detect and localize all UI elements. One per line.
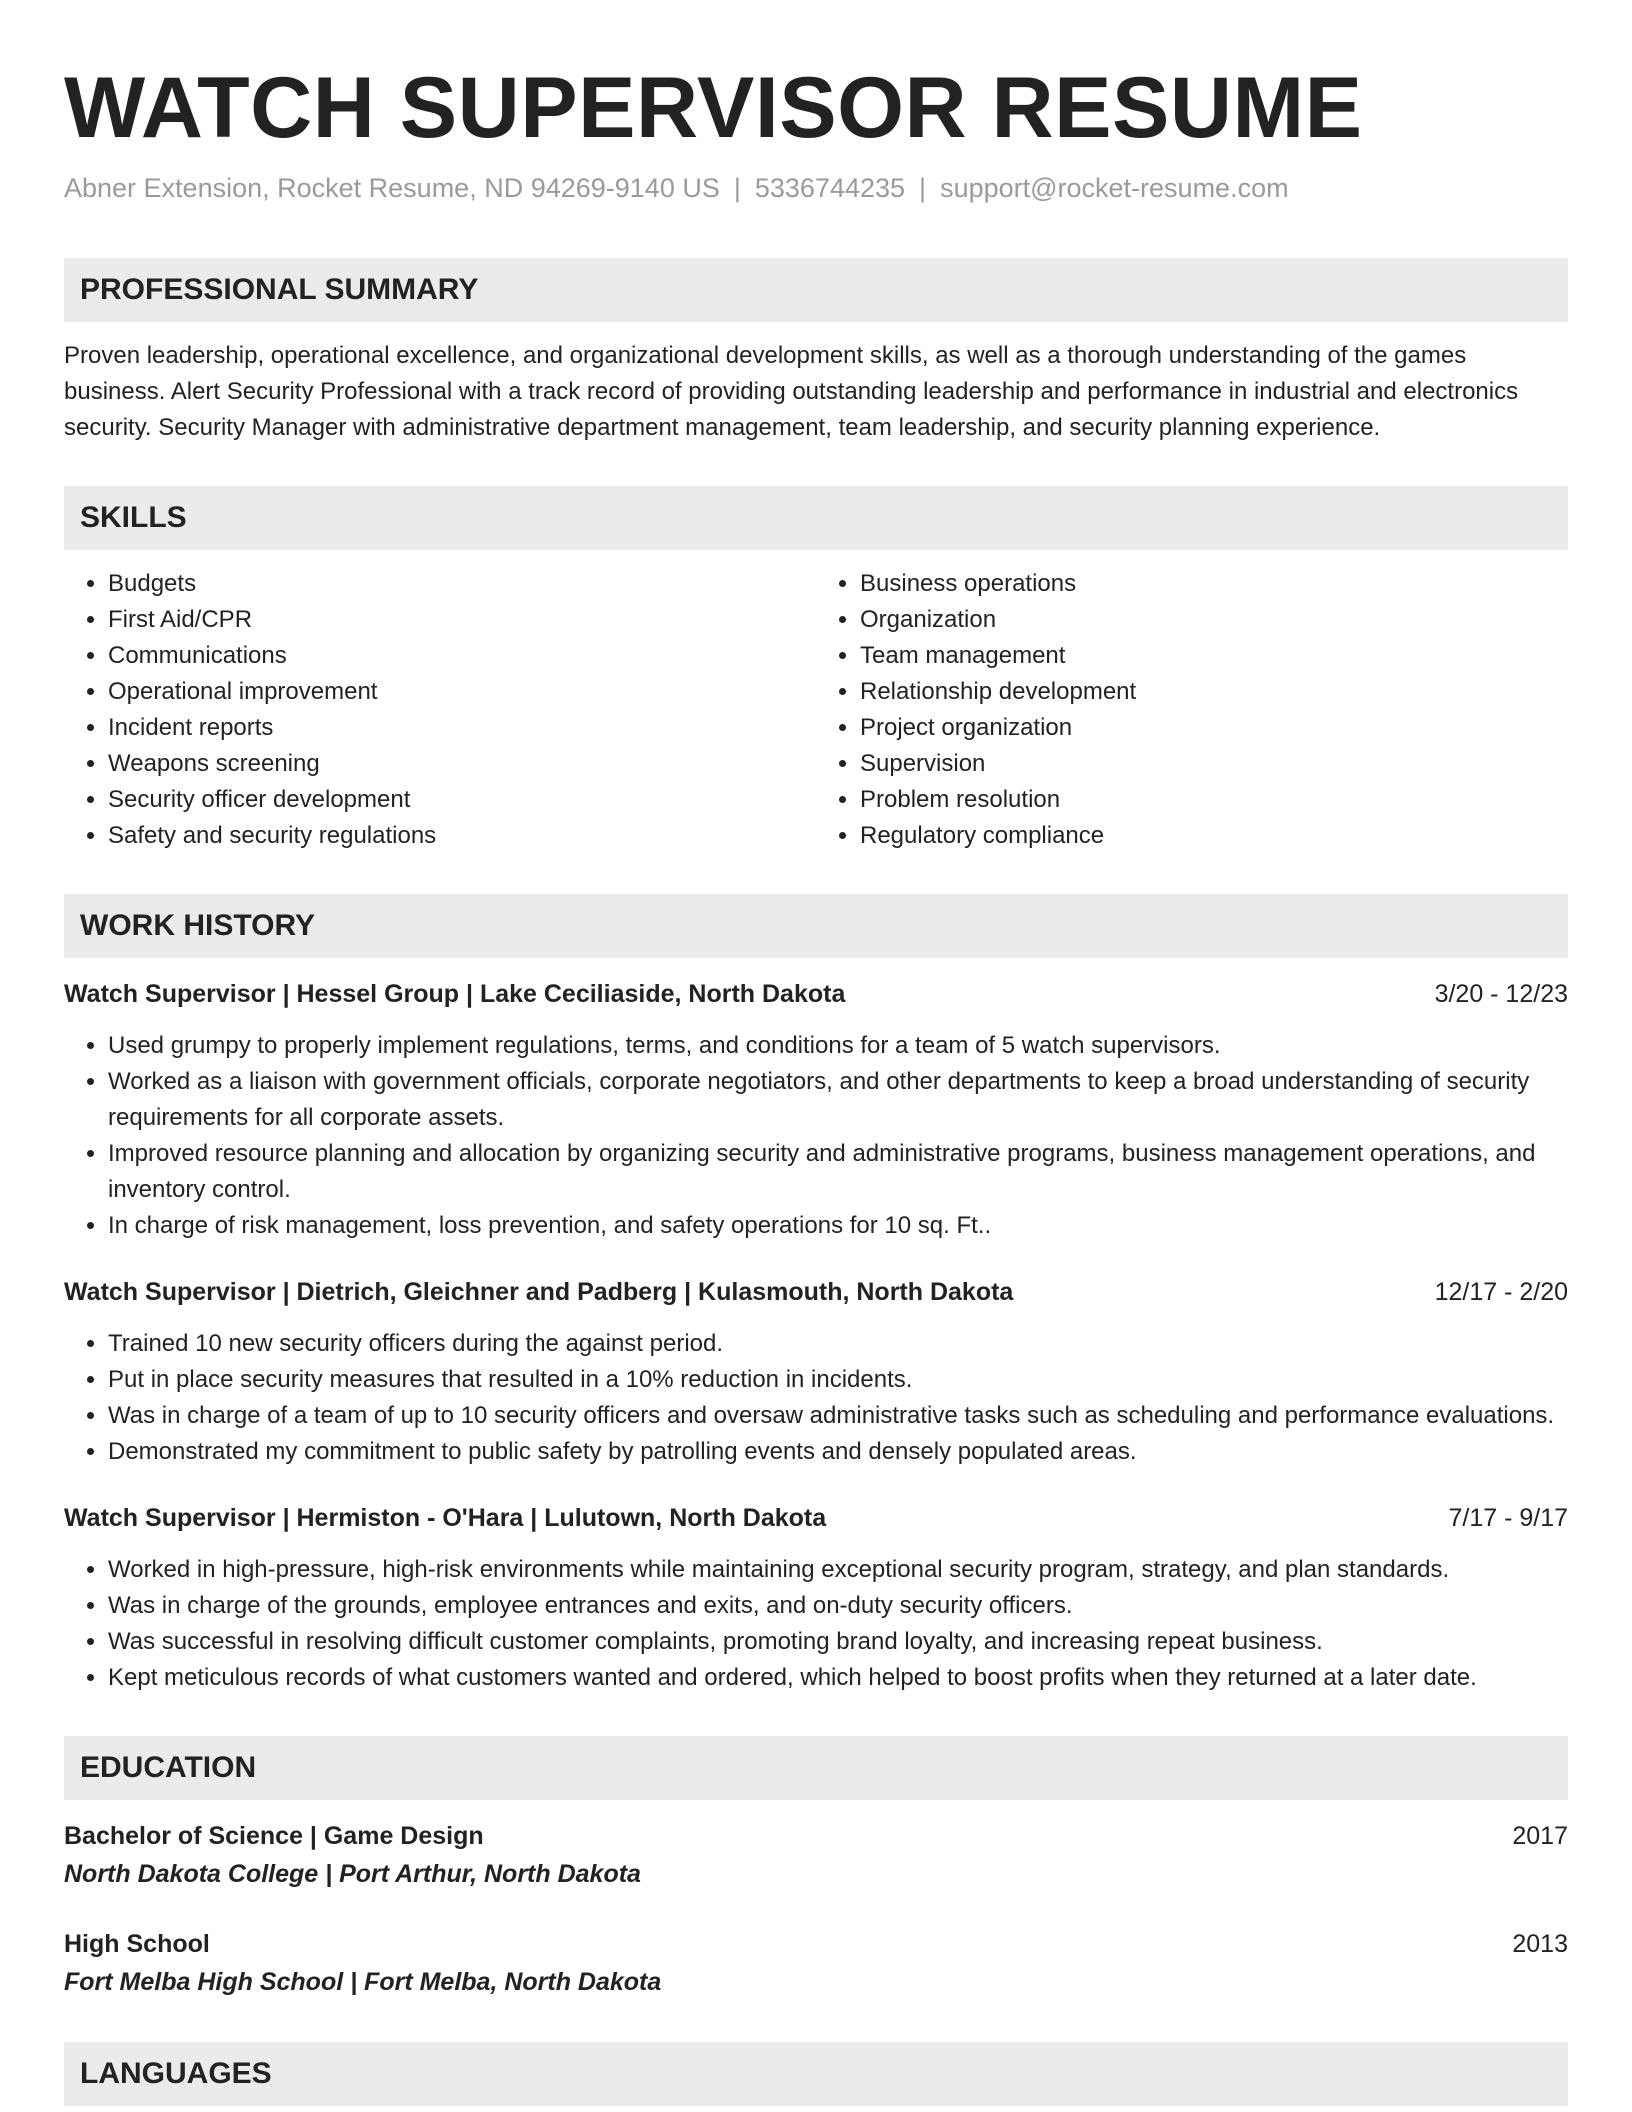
job-bullets	[64, 1028, 1568, 1244]
job-title: Watch Supervisor | Dietrich, Gleichner and Padberg | Kulasmouth, North Dakota	[64, 1278, 1014, 1306]
job-dates: 3/20 - 12/23	[1434, 980, 1568, 1008]
summary-text: Proven leadership, operational excellence, and organizational development skills, as well as a thorough understanding of the games business. Alert Security Professional with a track record of providing outstanding leadership and performance in industrial and electronics security. Security Manager with administrative department management, team leadership, and security planning experience.	[64, 342, 1519, 441]
skill-item: • Project organization	[860, 710, 1568, 746]
job-bullet: • Put in place security measures that resulted in a 10% reduction in incidents.	[108, 1362, 1568, 1398]
job-dates: 12/17 - 2/20	[1434, 1278, 1568, 1306]
job-bullet: • Used grumpy to properly implement regulations, terms, and conditions for a team of 5 watch supervisors.	[108, 1028, 1568, 1064]
education-header	[64, 1926, 1568, 1962]
skill-item: • Weapons screening	[108, 746, 816, 782]
skill-item: • First Aid/CPR	[108, 602, 816, 638]
job-bullet: • Was in charge of a team of up to 10 security officers and oversaw administrative tasks such as scheduling and performance evaluations.	[108, 1398, 1568, 1434]
job-bullet: • Kept meticulous records of what customers wanted and ordered, which helped to boost profits when they returned at a later date.	[108, 1660, 1568, 1696]
job-bullet: • Demonstrated my commitment to public safety by patrolling events and densely populated areas.	[108, 1434, 1568, 1470]
education-degree: High School	[64, 1930, 210, 1958]
education-school: North Dakota College | Port Arthur, North Dakota	[64, 1860, 641, 1888]
education-year: 2017	[1512, 1822, 1568, 1850]
skill-item: • Business operations	[860, 566, 1568, 602]
job-bullet: • Trained 10 new security officers during the against period.	[108, 1326, 1568, 1362]
job-header	[64, 1274, 1568, 1310]
skill-item: • Security officer development	[108, 782, 816, 818]
skill-item: • Regulatory compliance	[860, 818, 1568, 854]
skill-item: • Team management	[860, 638, 1568, 674]
job-bullet: • Worked as a liaison with government officials, corporate negotiators, and other departments to keep a broad understanding of security requirements for all corporate assets.	[108, 1064, 1568, 1136]
skills-heading: SKILLS	[64, 486, 1568, 550]
job-bullet: • Was successful in resolving difficult customer complaints, promoting brand loyalty, and increasing repeat business.	[108, 1624, 1568, 1660]
job-bullet: • Worked in high-pressure, high-risk environments while maintaining exceptional security program, strategy, and plan standards.	[108, 1552, 1568, 1588]
contact-separator: |	[919, 173, 927, 203]
education-entry	[64, 1818, 1568, 1894]
education-heading: EDUCATION	[64, 1736, 1568, 1800]
contact-separator: |	[733, 173, 741, 203]
job-header	[64, 976, 1568, 1012]
skills-column-left	[64, 566, 816, 854]
contact-address: Abner Extension, Rocket Resume, ND 94269-9140 US	[64, 173, 720, 203]
job-bullet: • In charge of risk management, loss prevention, and safety operations for 10 sq. Ft..	[108, 1208, 1568, 1244]
skill-item: • Supervision	[860, 746, 1568, 782]
skill-item: • Safety and security regulations	[108, 818, 816, 854]
job-bullets	[64, 1552, 1568, 1696]
skill-item: • Relationship development	[860, 674, 1568, 710]
summary-heading: PROFESSIONAL SUMMARY	[64, 258, 1568, 322]
contact-phone: 5336744235	[754, 173, 906, 203]
work-history-heading: WORK HISTORY	[64, 894, 1568, 958]
education-entry	[64, 1926, 1568, 2002]
education-school: Fort Melba High School | Fort Melba, North Dakota	[64, 1968, 662, 1996]
education-header	[64, 1818, 1568, 1854]
job-entry	[64, 976, 1568, 1244]
skill-item: • Budgets	[108, 566, 816, 602]
languages-heading: LANGUAGES	[64, 2042, 1568, 2106]
skill-item: • Communications	[108, 638, 816, 674]
skill-item: • Problem resolution	[860, 782, 1568, 818]
job-bullet: • Was in charge of the grounds, employee entrances and exits, and on-duty security officers.	[108, 1588, 1568, 1624]
skill-item: • Operational improvement	[108, 674, 816, 710]
job-bullet: • Improved resource planning and allocation by organizing security and administrative programs, business management operations, and inventory control.	[108, 1136, 1568, 1208]
skill-item: • Incident reports	[108, 710, 816, 746]
education-degree: Bachelor of Science | Game Design	[64, 1822, 484, 1850]
skill-item: • Organization	[860, 602, 1568, 638]
job-title: Watch Supervisor | Hessel Group | Lake Ceciliaside, North Dakota	[64, 980, 846, 1008]
job-header	[64, 1500, 1568, 1536]
resume-title: WATCH SUPERVISOR RESUME	[64, 60, 1363, 156]
job-bullets	[64, 1326, 1568, 1470]
skills-column-right	[816, 566, 1568, 854]
job-title: Watch Supervisor | Hermiston - O'Hara | Lulutown, North Dakota	[64, 1504, 827, 1532]
job-dates: 7/17 - 9/17	[1448, 1504, 1568, 1532]
job-entry	[64, 1500, 1568, 1696]
contact-line	[64, 170, 1568, 206]
job-entry	[64, 1274, 1568, 1470]
contact-email: support@rocket-resume.com	[940, 173, 1289, 203]
education-year: 2013	[1512, 1930, 1568, 1958]
skills-list	[64, 566, 1568, 854]
